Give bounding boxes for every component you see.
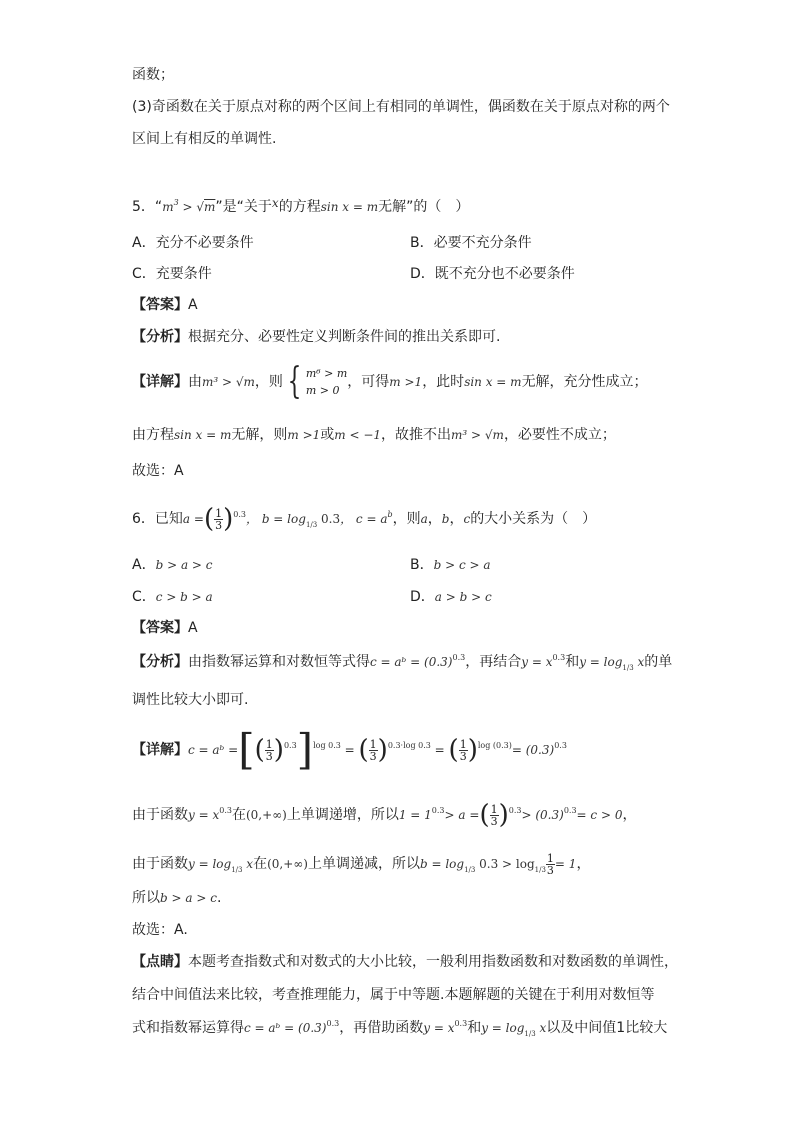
- detail-text: 由方程: [132, 427, 174, 443]
- q5-detail: [132, 362, 648, 402]
- q6-number: 6．已知: [132, 511, 183, 527]
- comment-text: 和: [467, 1020, 482, 1036]
- math-expr: > a =: [444, 808, 480, 822]
- comment-text: 式和指数幂运算得: [132, 1020, 244, 1036]
- frac-den: 3: [215, 518, 223, 532]
- var-m: m: [204, 200, 216, 214]
- math-expr: m >1: [287, 428, 321, 442]
- log-label: log: [313, 741, 326, 750]
- math-expr: m < −1: [334, 428, 382, 442]
- comment-text: 以及中间值1比较大: [546, 1020, 668, 1036]
- bracket-close: ]: [296, 725, 314, 774]
- q6-comment-3: 式和指数幂运算得c = aᵇ = $(0.3)^{0.3}$，再借助函数$y = x^{0.3}$和$y = \log_{1/3} x$以及中间值1比较大: [132, 1019, 668, 1038]
- q5-option-c: C．充要条件: [132, 266, 212, 282]
- stem-text: ，则: [392, 511, 421, 527]
- q5-stem-b: ”是“关于: [215, 199, 272, 215]
- fraction: $\frac{1}{3}$: [265, 737, 273, 763]
- math-expr: m³ > √m: [451, 428, 504, 442]
- var-c: c: [463, 512, 471, 526]
- math-expr: ， c = a: [340, 512, 388, 526]
- math-expr: m³ > √m: [202, 375, 255, 389]
- math-expr: = (0.3): [511, 743, 555, 757]
- q5-m3: $m^3$: [162, 198, 179, 214]
- math-expr: x: [535, 1021, 547, 1035]
- math-expr: b = log: [419, 857, 465, 871]
- fraction: [214, 508, 223, 531]
- intro-line-3: 区间上有相反的单调性.: [132, 131, 277, 147]
- q5-stem-c: 的方程: [278, 199, 321, 215]
- detail-text: 由于函数: [132, 856, 188, 872]
- q6-detail: 【详解】c = aᵇ =[( $\frac{1}{3}$ )$^{0.3}$]$^{log 0.3}$ = ( $\frac{1}{3}$ )$^{0.3\cdot log 0.3}$ = ( $\frac{1}{3}$ )$^{log (0.3)}= (0.3)^{0.3}$: [132, 725, 567, 774]
- exponent: b: [387, 510, 393, 519]
- comment-text: 本题考查指数式和对数式的大小比较，一般利用指数函数和对数函数的单调性，: [188, 954, 678, 970]
- math-expr: m >1: [389, 375, 423, 389]
- math-expr: = c > 0: [576, 808, 623, 822]
- option-expr: b > c > a: [433, 558, 491, 572]
- math-expr: > (0.3): [521, 808, 564, 822]
- math-expr: c = aᵇ =: [188, 743, 239, 757]
- math-expr: 1 = 1: [398, 808, 432, 822]
- q6-option-d: [410, 587, 492, 607]
- math-expr: sin x = m: [174, 428, 232, 442]
- option-expr: b > a > c: [155, 558, 213, 572]
- detail-text: 所以: [132, 890, 160, 906]
- detail-tag: 【详解】: [132, 742, 188, 758]
- q6-comment-2: 结合中间值法来比较，考查推理能力，属于中等题.本题解题的关键在于利用对数恒等: [132, 987, 655, 1003]
- comment-text: ，再借助函数: [339, 1020, 424, 1036]
- math-expr: c = aᵇ = (0.3): [244, 1021, 327, 1035]
- math-expr: = 1: [554, 857, 577, 871]
- stem-text: 的大小关系为（ ）: [470, 511, 597, 527]
- detail-text: 或: [320, 427, 335, 443]
- q6-line-3: [132, 888, 221, 908]
- math-expr: sin x = m: [464, 375, 522, 389]
- detail-text: ，则: [254, 374, 283, 390]
- paren-open: (: [203, 504, 215, 534]
- analysis-text: 的单: [644, 654, 673, 670]
- log-base: 1/3: [305, 521, 318, 529]
- math-expr: b > a > c: [160, 891, 217, 905]
- math-expr: 0.3 > log: [475, 857, 535, 871]
- q5-option-d: D．既不充分也不必要条件: [410, 266, 575, 282]
- math-expr: x: [633, 655, 645, 669]
- q6-option-a: [132, 555, 213, 575]
- option-label: C．: [132, 589, 156, 605]
- detail-text: 无解，则: [231, 427, 288, 443]
- system-line-1: m⁶ > m: [305, 367, 348, 380]
- q6-answer: [132, 618, 198, 638]
- math-expr: y = log: [188, 857, 232, 871]
- detail-text: 在: [231, 807, 246, 823]
- q5-stem-d: 无解”的（ ）: [378, 199, 470, 215]
- option-label: A．: [132, 557, 156, 573]
- math-expr: a =: [182, 512, 204, 526]
- var-b: b: [441, 512, 450, 526]
- q5-option-b: B．必要不充分条件: [410, 235, 532, 251]
- answer-tag: 【答案】: [132, 620, 188, 636]
- quote-open: “: [154, 199, 163, 215]
- math-expr: c = aᵇ = (0.3): [370, 655, 453, 669]
- q6-conclusion: 故选：A.: [132, 922, 188, 938]
- gt-sqrt: > √: [178, 200, 205, 214]
- detail-text: 上单调递增，所以: [286, 807, 399, 823]
- q5-equation: sin x = m: [320, 200, 379, 214]
- q6-line-1: 由于函数$y = x^{0.3}$在(0,+∞)上单调递增，所以$1 = 1^{0.3}> a$ =( $\frac{1}{3}$ )$^{0.3}> (0.3)^{0.3}= c > 0$，: [132, 800, 637, 830]
- q5-conclusion: 故选：A: [132, 463, 184, 479]
- q6-option-c: [132, 587, 213, 607]
- answer-value: A: [188, 620, 198, 636]
- system-line-2: m > 0: [305, 384, 340, 397]
- detail-text: ，: [622, 807, 637, 823]
- brace: {: [287, 361, 302, 402]
- q6-analysis-line-2: 调性比较大小即可.: [132, 692, 249, 708]
- math-expr: 0.3: [317, 512, 341, 526]
- detail-text: 在: [253, 856, 268, 872]
- q5-detail-line-2: [132, 425, 616, 445]
- answer-value: A: [188, 297, 198, 313]
- q6-stem: 6．已知a =( $\frac{1}{3}$ )$^{0.3}$， $b = \log_{1/3} 0.3$， $c = a^b$，则a，b，c的大小关系为（ ）: [132, 504, 597, 534]
- detail-text: ，故推不出: [381, 427, 452, 443]
- option-label: B．: [410, 557, 434, 573]
- detail-text: ，此时: [422, 374, 465, 390]
- detail-text: 无解，充分性成立；: [521, 374, 648, 390]
- interval: (0,+∞): [267, 857, 308, 871]
- q5-stem: [132, 197, 469, 219]
- bracket-open: [: [238, 725, 255, 774]
- q6-line-2: 由于函数$y = \log_{1/3} x$在(0,+∞)上单调递减，所以$b = \log_{1/3} 0.3 > \log_{1/3}$ $\frac{1}{3}$ = 1，: [132, 851, 591, 877]
- exponent: 0.3: [233, 510, 246, 519]
- analysis-text: 和: [565, 654, 580, 670]
- analysis-text: 根据充分、必要性定义判断条件间的推出关系即可.: [188, 329, 501, 345]
- comment-tag: 【点睛】: [132, 954, 188, 970]
- detail-text: 由于函数: [132, 807, 188, 823]
- detail-text: ，可得: [347, 374, 390, 390]
- analysis-text: ，再结合: [465, 654, 522, 670]
- option-label: D．: [410, 589, 435, 605]
- detail-text: .: [216, 890, 222, 906]
- analysis-text: 由指数幂运算和对数恒等式得: [188, 654, 370, 670]
- detail-text: ，: [576, 856, 591, 872]
- equation-system: [306, 365, 347, 399]
- q5-option-a: A．充分不必要条件: [132, 235, 254, 251]
- detail-text: 由: [188, 374, 202, 390]
- q6-comment-1: [132, 952, 678, 972]
- q5-answer: [132, 295, 198, 315]
- q6-analysis: 【分析】由指数幂运算和对数恒等式得c = aᵇ = $(0.3)^{0.3}$，再结合$y = x^{0.3}$和$y = \log_{1/3} x$的单: [132, 653, 673, 672]
- math-expr: y = log: [481, 1021, 525, 1035]
- paren-close: ): [223, 504, 234, 534]
- math-expr: y = log: [579, 655, 623, 669]
- math-expr: y = x: [188, 808, 220, 822]
- analysis-tag: 【分析】: [132, 654, 188, 670]
- intro-line-1: 函数；: [132, 67, 174, 83]
- var-m: m: [162, 200, 174, 214]
- math-expr: ， b = log: [246, 512, 306, 526]
- math-expr: y = x: [423, 1021, 455, 1035]
- detail-text: 上单调递减，所以: [307, 856, 420, 872]
- interval: (0,+∞): [245, 808, 287, 822]
- detail-text: ，必要性不成立；: [503, 427, 616, 443]
- frac-num: 1: [215, 506, 223, 520]
- var-a: a: [420, 512, 428, 526]
- option-expr: a > b > c: [434, 590, 492, 604]
- detail-tag: 【详解】: [132, 374, 188, 390]
- intro-line-2: (3)奇函数在关于原点对称的两个区间上有相同的单调性，偶函数在关于原点对称的两个: [132, 99, 670, 115]
- math-expr: x: [242, 857, 254, 871]
- var-x: x: [271, 196, 279, 210]
- q6-option-b: [410, 555, 491, 575]
- q5-number: 5．: [132, 199, 155, 215]
- analysis-tag: 【分析】: [132, 329, 188, 345]
- option-expr: c > b > a: [155, 590, 213, 604]
- answer-tag: 【答案】: [132, 297, 188, 313]
- math-expr: y = x: [521, 655, 553, 669]
- q5-analysis: [132, 327, 500, 347]
